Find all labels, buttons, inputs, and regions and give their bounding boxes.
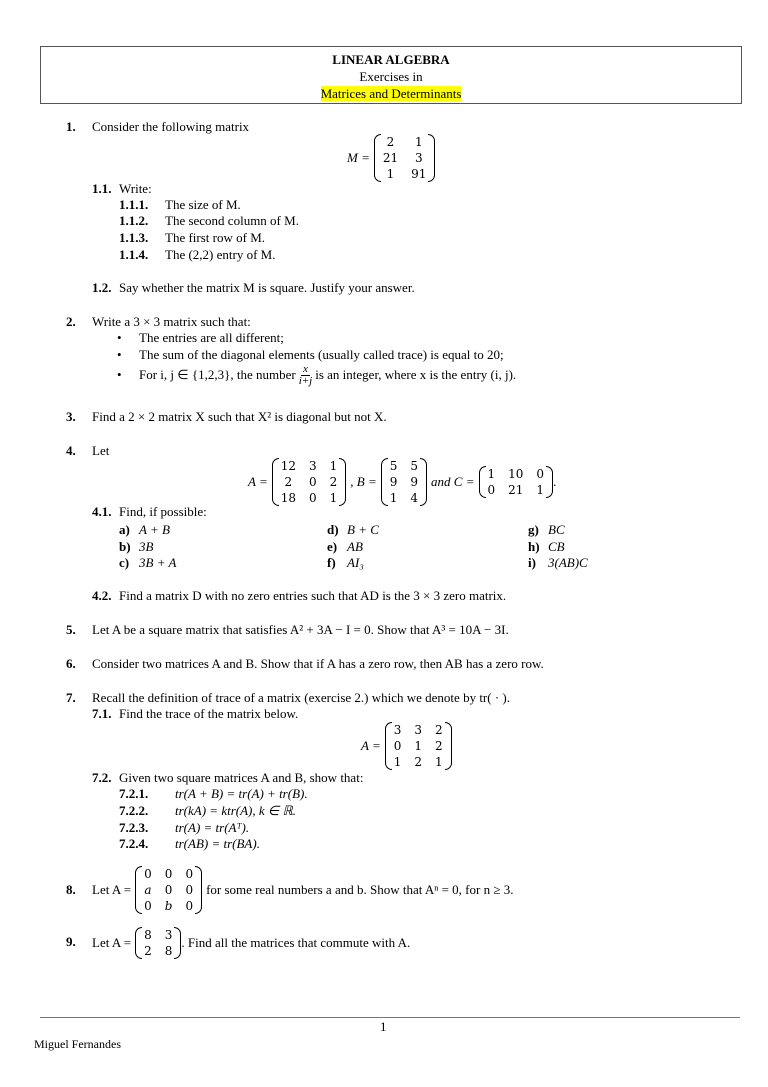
ex7-2-text: Given two square matrices A and B, show that:	[119, 770, 364, 785]
ex1-1-number: 1.1.	[92, 181, 112, 196]
matrix-A	[272, 458, 347, 506]
matrix-entry: 1	[389, 491, 398, 505]
matrix-entry: b	[164, 899, 173, 913]
ex8-post: for some real numbers a and b. Show that Aⁿ = 0, for n ≥ 3.	[206, 882, 514, 897]
item-number: 1.1.2.	[119, 213, 149, 228]
matrix-entry: 2	[144, 944, 152, 958]
matrix-entry: 91	[411, 167, 427, 181]
option-expression: A + B	[139, 522, 170, 537]
option-label: i)	[528, 555, 536, 570]
matrix-entry: 4	[410, 491, 419, 505]
title-box	[40, 46, 742, 104]
ex4-1-text: Find, if possible:	[119, 504, 207, 519]
left-paren	[385, 722, 392, 770]
ex3-number: 3.	[66, 409, 76, 424]
footer-divider	[40, 1017, 740, 1018]
ex7-1-text: Find the trace of the matrix below.	[119, 706, 299, 721]
matrix-entry: 2	[435, 723, 443, 737]
option-expression: BC	[548, 522, 565, 537]
matrix-entry: 1	[329, 491, 338, 505]
lhs-A: A =	[361, 738, 381, 753]
bullet-text: For i, j ∈ {1,2,3}, the number	[139, 367, 296, 382]
option-expression: 3(AB)C	[548, 555, 588, 570]
right-paren	[546, 466, 553, 498]
matrix-entry: 0	[487, 483, 496, 497]
left-paren	[135, 927, 142, 959]
item-number: 7.2.4.	[119, 836, 149, 851]
matrix-entry: 0	[185, 867, 194, 881]
ex9-post: . Find all the matrices that commute with A.	[181, 935, 411, 950]
right-paren	[339, 458, 346, 506]
ex7-2-number: 7.2.	[92, 770, 112, 785]
left-paren	[479, 466, 486, 498]
left-paren	[374, 134, 381, 182]
matrix-entry: 21	[508, 483, 524, 497]
ex4-1-number: 4.1.	[92, 504, 112, 519]
ex9-line	[92, 926, 410, 960]
matrix-entry: 1	[435, 755, 443, 769]
item-number: 7.2.1.	[119, 786, 149, 801]
option-label: c)	[119, 555, 130, 570]
option-label: a)	[119, 522, 130, 537]
option-expression: CB	[548, 539, 565, 554]
ex1-2-number: 1.2.	[92, 280, 112, 295]
matrix-entry: 0	[164, 883, 173, 897]
fraction-denominator: i+j	[298, 374, 313, 387]
matrix-entry: 3	[414, 723, 423, 737]
ex4-2-text: Find a matrix D with no zero entries such that AD is the 3 × 3 zero matrix.	[119, 588, 507, 603]
matrix-entry: 0	[144, 867, 152, 881]
ex1-2-text: Say whether the matrix M is square. Justify your answer.	[119, 280, 415, 295]
item-text: tr(A) = tr(Aᵀ).	[175, 820, 250, 835]
left-paren	[135, 866, 142, 914]
ex4-number: 4.	[66, 443, 76, 458]
matrix-entry: 0	[185, 883, 194, 897]
page-number: 1	[380, 1019, 387, 1034]
item-text: tr(AB) = tr(BA).	[175, 836, 260, 851]
matrix-entry: 12	[280, 459, 297, 473]
item-text: The first row of M.	[165, 230, 266, 245]
ex2-text: Write a 3 × 3 matrix such that:	[92, 314, 251, 329]
matrix-entry: 0	[144, 899, 152, 913]
ex7-text: Recall the definition of trace of a matrix (exercise 2.) which we denote by tr( · ).	[92, 690, 510, 705]
matrix-entry: 9	[389, 475, 398, 489]
option-label: d)	[327, 522, 339, 537]
matrix-entry: 1	[386, 167, 395, 181]
ex4-matrices	[244, 457, 556, 507]
matrix-entry: 1	[414, 739, 423, 753]
item-number: 1.1.4.	[119, 247, 149, 262]
matrix-entry: 2	[284, 475, 293, 489]
item-text: The size of M.	[165, 197, 241, 212]
matrix-A	[135, 927, 181, 959]
item-text: tr(kA) = ktr(A), k ∈ ℝ.	[175, 803, 296, 818]
right-paren	[445, 722, 452, 770]
ex5-number: 5.	[66, 622, 76, 637]
option-label: g)	[528, 522, 539, 537]
matrix-entry: 1	[393, 755, 402, 769]
matrix-entry: 0	[185, 899, 194, 913]
right-paren	[420, 458, 427, 506]
ex7-matrix-eq	[357, 721, 452, 771]
matrix-entry: 9	[410, 475, 419, 489]
matrix-entry: 3	[414, 151, 423, 165]
item-number: 7.2.3.	[119, 820, 149, 835]
ex1-1-text: Write:	[119, 181, 152, 196]
lhs-C: and C =	[431, 474, 475, 489]
doc-title: LINEAR ALGEBRA	[332, 52, 450, 67]
matrix-entry: 3	[164, 928, 173, 942]
matrix-entry: 2	[435, 739, 443, 753]
matrix-A	[385, 722, 452, 770]
lhs-A: A =	[248, 474, 268, 489]
ex1-matrix-eq	[343, 133, 435, 183]
fraction-numerator: x	[303, 362, 308, 375]
ex9-pre: Let A =	[92, 935, 132, 950]
matrix-C	[479, 466, 557, 498]
doc-subtitle: Exercises in	[359, 69, 423, 84]
item-number: 1.1.1.	[119, 197, 149, 212]
matrix-B	[381, 458, 427, 506]
matrix-entry: a	[144, 883, 152, 897]
matrix-entry: 5	[410, 459, 419, 473]
right-paren	[428, 134, 435, 182]
bullet-icon: •	[117, 330, 122, 345]
matrix-entry: 3	[309, 459, 317, 473]
matrix-entry: 0	[309, 491, 317, 505]
matrix-entry: 2	[386, 135, 395, 149]
period: .	[553, 474, 557, 489]
item-text: The second column of M.	[165, 213, 299, 228]
ex3-text: Find a 2 × 2 matrix X such that X² is diagonal but not X.	[92, 409, 387, 424]
bullet-fraction-line	[139, 360, 516, 390]
right-paren	[195, 866, 202, 914]
ex1-number: 1.	[66, 119, 76, 134]
ex9-number: 9.	[66, 934, 76, 949]
option-expression: AI₃	[347, 555, 364, 570]
ex6-number: 6.	[66, 656, 76, 671]
matrix-entry: 0	[536, 467, 545, 481]
ex1-lhs: M =	[347, 150, 370, 165]
footer-author: Miguel Fernandes	[34, 1037, 121, 1051]
matrix-entry: 1	[329, 459, 338, 473]
matrix-entry: 10	[508, 467, 524, 481]
matrix-M	[374, 134, 436, 182]
matrix-entry: 0	[309, 475, 317, 489]
bullet-icon: •	[117, 367, 122, 382]
option-expression: AB	[347, 539, 363, 554]
bullet-text: The sum of the diagonal elements (usually called trace) is equal to 20;	[139, 347, 504, 362]
matrix-entry: 8	[164, 944, 173, 958]
option-label: h)	[528, 539, 540, 554]
right-paren	[174, 927, 181, 959]
matrix-entry: 2	[329, 475, 338, 489]
matrix-entry: 5	[389, 459, 398, 473]
ex6-text: Consider two matrices A and B. Show that if A has a zero row, then AB has a zero row.	[92, 656, 544, 671]
left-paren	[381, 458, 388, 506]
ex7-number: 7.	[66, 690, 76, 705]
ex5-text: Let A be a square matrix that satisfies A² + 3A − I = 0. Show that A³ = 10A − 3I.	[92, 622, 509, 637]
bullet-text: is an integer, where x is the entry (i, j).	[315, 367, 517, 382]
doc-topic: Matrices and Determinants	[320, 86, 462, 101]
matrix-entry: 1	[536, 483, 545, 497]
item-text: tr(A + B) = tr(A) + tr(B).	[175, 786, 308, 801]
ex4-text: Let	[92, 443, 110, 458]
option-expression: 3B + A	[139, 555, 177, 570]
ex7-1-number: 7.1.	[92, 706, 112, 721]
option-expression: B + C	[347, 522, 379, 537]
option-label: b)	[119, 539, 131, 554]
matrix-entry: 1	[487, 467, 496, 481]
bullet-icon: •	[117, 347, 122, 362]
matrix-entry: 3	[393, 723, 402, 737]
option-label: e)	[327, 539, 338, 554]
lhs-B: , B =	[350, 474, 377, 489]
matrix-entry: 1	[414, 135, 423, 149]
matrix-A	[135, 866, 202, 914]
ex4-2-number: 4.2.	[92, 588, 112, 603]
ex8-pre: Let A =	[92, 882, 132, 897]
matrix-entry: 21	[382, 151, 399, 165]
matrix-entry: 8	[144, 928, 152, 942]
left-paren	[272, 458, 279, 506]
item-number: 7.2.2.	[119, 803, 149, 818]
bullet-text: The entries are all different;	[139, 330, 284, 345]
matrix-entry: 18	[280, 491, 297, 505]
ex2-number: 2.	[66, 314, 76, 329]
ex8-line	[92, 865, 513, 915]
matrix-entry: 0	[164, 867, 173, 881]
option-label: f)	[327, 555, 336, 570]
item-number: 1.1.3.	[119, 230, 149, 245]
item-text: The (2,2) entry of M.	[165, 247, 276, 262]
option-expression: 3B	[139, 539, 154, 554]
matrix-entry: 2	[414, 755, 423, 769]
ex1-text: Consider the following matrix	[92, 119, 250, 134]
matrix-entry: 0	[393, 739, 402, 753]
ex8-number: 8.	[66, 882, 76, 897]
